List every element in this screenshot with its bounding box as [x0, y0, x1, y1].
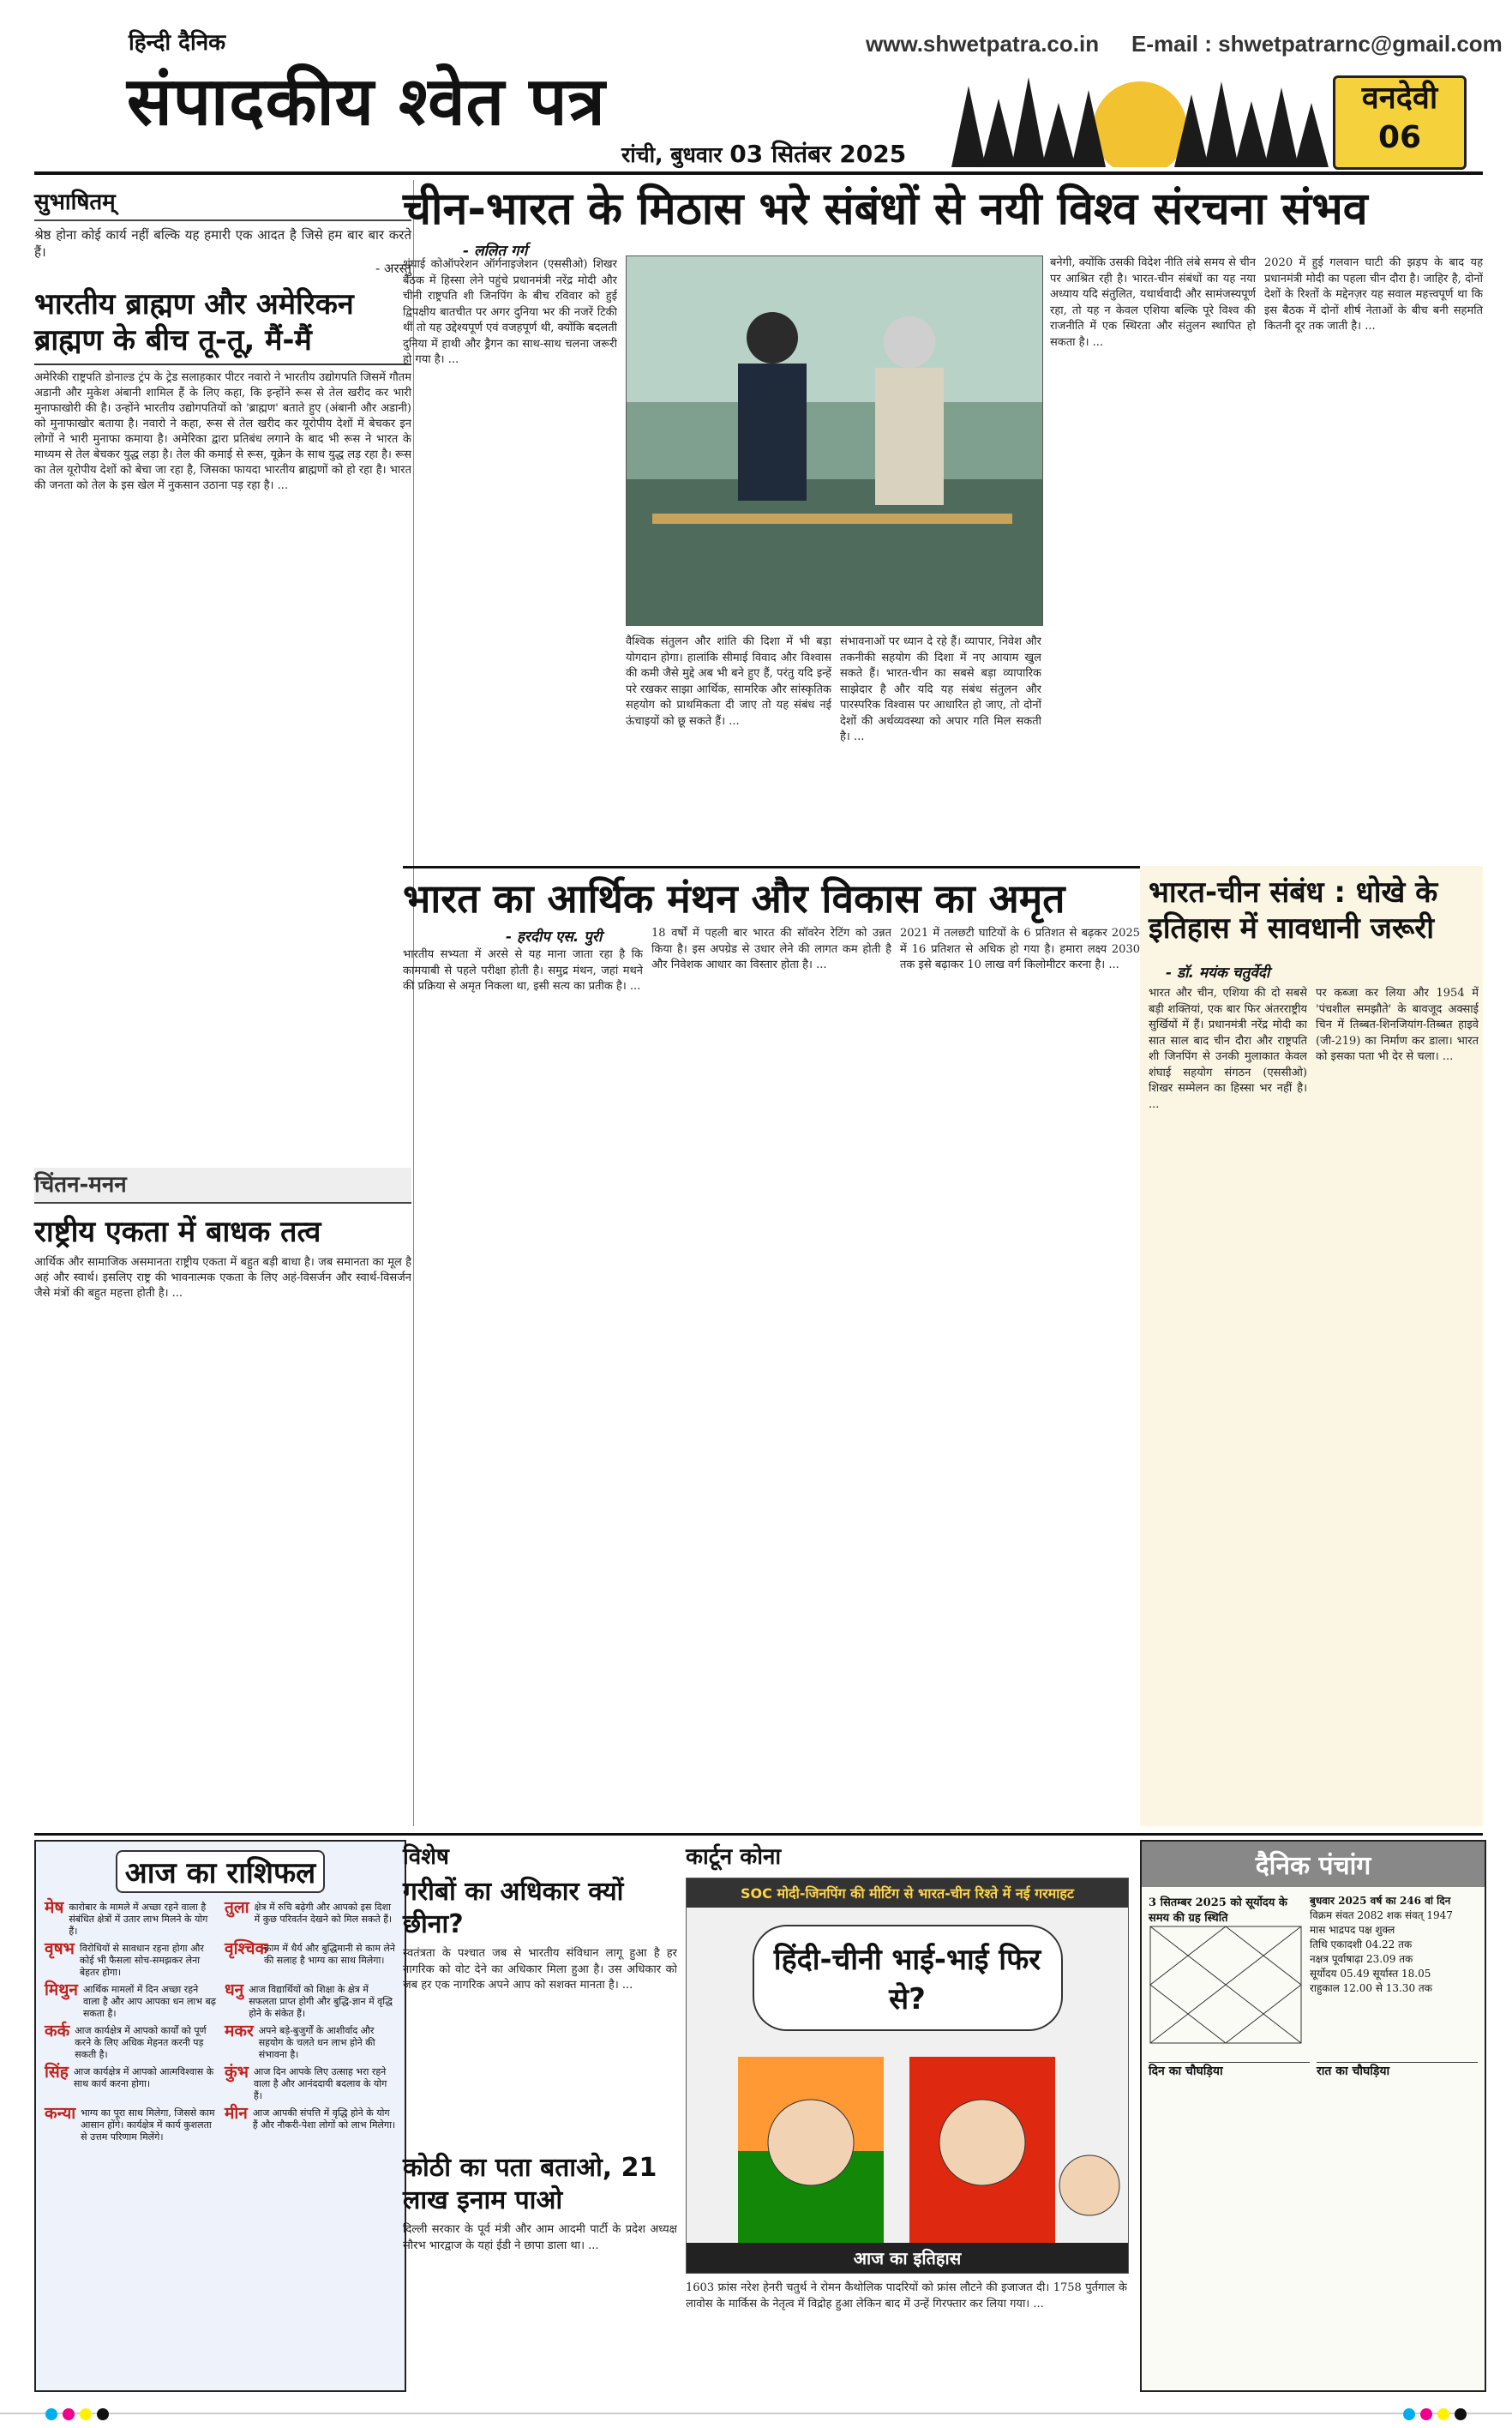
page-badge — [1333, 75, 1467, 170]
vishesh-text2: दिल्ली सरकार के पूर्व मंत्री और आम आदमी पार्टी के प्रदेश अध्यक्ष सौरभ भारद्वाज के यहां ईडी ने छापा डाला था। ... — [403, 2223, 677, 2252]
masthead-divider — [34, 171, 1483, 175]
rashi-item — [225, 1939, 396, 1979]
rashi-item — [225, 2022, 396, 2061]
rashi-item — [45, 1898, 216, 1938]
brand-label: हिन्दी दैनिक — [129, 30, 226, 56]
email-link[interactable]: E-mail : shwetpatrarnc@gmail.com — [1131, 31, 1503, 57]
rashi-name: वृश्चिक — [225, 1939, 268, 1958]
rashi-item — [45, 2104, 216, 2143]
main-text-col1: शंघाई कोऑपरेशन ऑर्गनाइजेशन (एससीओ) शिखर बैठक में हिस्सा लेने पहुंचे प्रधानमंत्री नरेंद्र मोदी और चीनी राष्ट्रपति शी जिनपिंग के बीच रविवार को हुई द्विपक्षीय बातचीत पर अगर दुनिया भर की नजरें टिकी थीं तो यह उद्देश्यपूर्ण एवं वजहपूर्ण थी, क्योंकि बदलती दुनिया में हाथी और ड्रैगन का साथ-साथ चलना जरूरी हो गया है। ... — [403, 258, 617, 366]
main-text-col4: बनेगी, क्योंकि उसकी विदेश नीति लंबे समय से चीन पर आश्रित रही है। भारत-चीन संबंधों का यह नया अध्याय यदि संतुलित, यथार्थवादी और सामंजस्यपूर्ण रहा, तो यह न केवल एशिया बल्कि पूरे विश्व की राजनीति में एक स्थिरता और संतुलन स्थापित हो सकता है। ... — [1050, 256, 1256, 349]
history-title: आज का इतिहास — [687, 2243, 1128, 2273]
dateline-date: 03 सितंबर 2025 — [729, 140, 907, 168]
subhashitam-text: श्रेष्ठ होना कोई कार्य नहीं बल्कि यह हमारी एक आदत है जिसे हम बार बार करते हैं। — [34, 227, 411, 260]
panchang-line: राहुकाल 12.00 से 13.30 तक — [1310, 1982, 1432, 1994]
panchang-lines — [1310, 1908, 1478, 1996]
rashi-name: धनु — [225, 1980, 244, 1999]
side-author: - डॉ. मयंक चतुर्वेदी — [1166, 965, 1270, 982]
panchang-line: तिथि एकादशी 04.22 तक — [1310, 1938, 1413, 1950]
main-text-col2: वैश्विक संतुलन और शांति की दिशा में भी बड़ा योगदान होगा। हालांकि सीमाई विवाद और विश्वास की कमी जैसे मुद्दे अब भी बने हुए हैं, परंतु यदि इन्हें परे रखकर साझा आर्थिक, सामरिक और सांस्कृतिक सहयोग को प्राथमिकता दी जाए तो यह संबंध नई ऊंचाइयों को छू सकते हैं। ... — [626, 635, 831, 728]
rashi-text: आर्थिक मामलों में दिन अच्छा रहने वाला है और आप आपका धन लाभ बढ़ सकता है। — [82, 1984, 216, 2019]
cartoon-speech-bubble: हिंदी-चीनी भाई-भाई फिर से? — [753, 1925, 1063, 2031]
main-text-col5: 2020 में हुई गलवान घाटी की झड़प के बाद यह प्रधानमंत्री मोदी का पहला चीन दौरा है। जाहिर है, दोनों देशों के रिश्तों के मद्देनज़र यह सवाल महत्त्वपूर्ण था कि इस बैठक में दोनों शीर्ष नेताओं के बीच बनी सहमति कितनी दूर तक जाती है। ... — [1264, 256, 1483, 333]
newspaper-title: संपादकीय श्वेत पत्र — [127, 63, 606, 141]
rashi-text: अपने बड़े-बुजुर्गों के आशीर्वाद और सहयोग के चलते धन लाभ होने की संभावना है। — [258, 2025, 375, 2060]
rashi-item — [45, 1939, 216, 1979]
cartoon-banner: SOC मोदी-जिनपिंग की मीटिंग से भारत-चीन रिश्ते में नई गरमाहट — [687, 1878, 1128, 1908]
article1-headline: भारतीय ब्राह्मण और अमेरिकन ब्राह्मण के बीच तू-तू, मैं-मैं — [34, 286, 411, 365]
chintan-title: चिंतन-मनन — [34, 1168, 411, 1204]
cartoon-panel — [686, 1878, 1129, 2274]
rashi-text: भाग्य का पूरा साथ मिलेगा, जिससे काम आसान होंगे। कार्यक्षेत्र में कार्य कुशलता से उत्तम परिणाम मिलेंगे। — [81, 2107, 215, 2143]
vishesh-kicker: विशेष — [403, 1844, 449, 1870]
rashi-text: आज आपकी संपत्ति में वृद्धि होने के योग हैं और नौकरी-पेशा लोगों को लाभ मिलेगा। — [252, 2107, 396, 2131]
article2-body: आर्थिक और सामाजिक असमानता राष्ट्रीय एकता में बहुत बड़ी बाधा है। जब समानता का मूल है अहं और स्वार्थ। इसलिए राष्ट्र की भावनात्मक एकता के लिए अहं-विसर्जन और स्वार्थ-विसर्जन जैसे मंत्रों की बहुत महत्ता होती है। ... — [34, 1256, 411, 1300]
rashi-text: काम में धैर्य और बुद्धिमानी से काम लेने की सलाह है भाग्य का साथ मिलेगा। — [264, 1943, 395, 1966]
rashi-name: कर्क — [45, 2022, 70, 2040]
rashi-name: मकर — [225, 2022, 254, 2040]
panchang-box — [1140, 1840, 1486, 2392]
rashi-text: आज कार्यक्षेत्र में आपको कार्यों को पूर्ण करने के लिए अधिक मेहनत करनी पड़ सकती है। — [75, 2025, 207, 2060]
vishesh-headline2: कोठी का पता बताओ, 21 लाख इनाम पाओ — [403, 2153, 657, 2215]
economy-text-col3: 2021 में तलछटी घाटियों के 6 प्रतिशत से बढ़कर 2025 में 16 प्रतिशत से अधिक हो गया है। हमारा लक्ष्य 2030 तक इसे बढ़ाकर 10 लाख वर्ग किलोमीटर करना है। ... — [900, 927, 1140, 971]
choghadiya-night-title: रात का चौघड़िया — [1317, 2062, 1478, 2079]
website-link[interactable]: www.shwetpatra.co.in — [866, 31, 1100, 57]
panchang-line: नक्षत्र पूर्वाषाढ़ा 23.09 तक — [1310, 1953, 1413, 1965]
leaders-photo — [626, 255, 1043, 626]
kundali-chart — [1149, 1925, 1303, 2045]
forest-illustration — [943, 51, 1337, 167]
economy-text-col2: 18 वर्षों में पहली बार भारत की सॉवरेन रेटिंग को उन्नत किया है। इस अपग्रेड से उधार लेने की लागत कम होती है और निवेशक आधार का विस्तार होता है। ... — [651, 927, 891, 971]
economy-headline: भारत का आर्थिक मंथन और विकास का अमृत — [403, 875, 1065, 922]
main-headline: चीन-भारत के मिठास भरे संबंधों से नयी विश्व संरचना संभव — [403, 183, 1368, 235]
rashi-item — [45, 2022, 216, 2061]
rashi-name: कुंभ — [225, 2063, 249, 2082]
article1-body: अमेरिकी राष्ट्रपति डोनाल्ड ट्रंप के ट्रेड सलाहकार पीटर नवारो ने भारतीय उद्योगपति जिसमें गौतम अडानी और मुकेश अंबानी शामिल हैं के लिए कहा, कि इन्होंने रूस से तेल खरीद कर भारी मुनाफाखोरी की है। उन्होंने भारतीय उद्योगपतियों को 'ब्राह्मण' बताते हुए (अंबानी और अडानी) को मुनाफाखोर बताया है। नवारो ने कहा, रूस से तेल खरीद कर यूरोपीय देशों में बेचकर इन लोगों ने भारी मुनाफा कमाया है। अमेरिका द्वारा प्रतिबंध लगाने के बाद भी रूस ने भारत के माध्यम से तेल बेचकर युद्ध लड़ा है। तेल की कमाई से रूस, यूक्रेन के साथ युद्ध लड़ रहा है। रूस का तेल यूरोपीय देशों को बेचा जा रहा है, जिसका फायदा भारतीय ब्राह्मणों को हो रहा है। भारत की जनता को तेल के इस खेल में नुकसान उठाना पड़ रहा है। ... — [34, 371, 411, 492]
economy-divider — [403, 866, 1149, 868]
side-text-col2: पर कब्जा कर लिया और 1954 में 'पंचशील समझौते' के बावजूद अक्साई चिन में तिब्बत-शिनजियांग-तिब्बत हाइवे (जी-219) का निर्माण कर डाला। भारत को इसका पता भी देर से चला। ... — [1316, 987, 1479, 1063]
rashi-text: विरोधियों से सावधान रहना होगा और कोई भी फैसला सोच-समझकर लेना बेहतर होगा। — [79, 1943, 204, 1978]
rashi-name: सिंह — [45, 2063, 69, 2082]
main-author: - ललित गर्ग — [463, 243, 528, 260]
panchang-date-line: 3 सितम्बर 2025 को सूर्योदय के समय की ग्रह स्थिति — [1149, 1896, 1287, 1925]
panchang-weekday-line: बुधवार 2025 वर्ष का 246 वां दिन — [1310, 1895, 1451, 1907]
economy-text-col1: भारतीय सभ्यता में अरसे से यह माना जाता रहा है कि कामयाबी से पहले परीक्षा होती है। समुद्र मंथन, जहां मथने की प्रक्रिया से अमृत निकला था, इसी सत्य का प्रतीक है। ... — [403, 948, 643, 993]
bottom-divider — [34, 1833, 1483, 1836]
rashi-item — [225, 1980, 396, 2020]
rashi-name: कन्या — [45, 2104, 76, 2123]
rashi-text: कारोबार के मामले में अच्छा रहने वाला है संबंधित क्षेत्रों में उतार लाभ मिलने के योग हैं। — [69, 1902, 208, 1937]
vishesh-text1: स्वतंत्रता के पश्चात जब से भारतीय संविधान लागू हुआ है हर नागरिक को वोट देने का अधिकार मिला हुआ है। उस अधिकार को जब हर एक नागरिक अपने आप को सशक्त मानता है। ... — [403, 1947, 677, 1992]
rashi-item — [225, 1898, 396, 1938]
rashi-name: मिथुन — [45, 1980, 78, 1999]
article2-headline: राष्ट्रीय एकता में बाधक तत्व — [34, 1215, 321, 1249]
page-number: 06 — [1377, 120, 1422, 155]
leaders-photo-illustration — [627, 256, 1042, 625]
rashifal-box — [34, 1840, 406, 2392]
cartoon-kicker: कार्टून कोना — [686, 1844, 782, 1870]
dateline-place: रांची, बुधवार — [621, 142, 723, 167]
panchang-line: सूर्योदय 05.49 सूर्यास्त 18.05 — [1310, 1968, 1431, 1980]
subhashitam-author: - अरस्तु — [375, 261, 411, 276]
rashi-name: तुला — [225, 1898, 249, 1917]
cartoon-section — [686, 1840, 1131, 1871]
panchang-title: दैनिक पंचांग — [1142, 1842, 1485, 1887]
side-text-col1: भारत और चीन, एशिया की दो सबसे बड़ी शक्तियां, एक बार फिर अंतरराष्ट्रीय सुर्खियों में हैं। प्रधानमंत्री नरेंद्र मोदी का सात साल बाद चीन दौरा और राष्ट्रपति शी जिनपिंग से उनकी मुलाकात केवल शंघाई सहयोग संगठन (एससीओ) शिखर सम्मेलन का हिस्सा भर नहीं है। ... — [1149, 987, 1307, 1111]
main-text-col3: संभावनाओं पर ध्यान दे रहे हैं। व्यापार, निवेश और तकनीकी सहयोग की दिशा में नए आयाम खुल सकते हैं। भारत-चीन का सबसे बड़ा व्यापारिक साझेदार है और यदि यह संबंध संतुलन और पारस्परिक विश्वास पर आधारित हो जाए, तो दोनों देशों की अर्थव्यवस्था को अपार गति मिल सकती है। ... — [840, 635, 1041, 743]
masthead — [0, 0, 1512, 180]
vishesh-section — [403, 1840, 677, 2419]
rashi-text: आज कार्यक्षेत्र में आपको आत्मविश्वास के साथ कार्य करना होगा। — [73, 2066, 214, 2089]
rashifal-grid — [36, 1898, 405, 2143]
rashi-item — [225, 2063, 396, 2102]
side-headline: भारत-चीन संबंध : धोखे के इतिहास में सावधानी जरूरी — [1149, 875, 1438, 946]
vishesh-headline1: गरीबों का अधिकार क्यों छीना? — [403, 1877, 624, 1939]
economy-author: - हरदीप एस. पुरी — [506, 929, 603, 946]
rashi-text: आज विद्यार्थियों को शिक्षा के क्षेत्र में सफलता प्राप्त होगी और बुद्धि-ज्ञान में वृद्धि होने के संकेत हैं। — [249, 1984, 393, 2019]
page-section-label: वनदेवी — [1361, 81, 1438, 116]
rashi-item — [225, 2104, 396, 2143]
rashi-name: मीन — [225, 2104, 248, 2123]
rashi-name: मेष — [45, 1898, 64, 1917]
rashi-text: क्षेत्र में रुचि बढ़ेगी और आपको इस दिशा में कुछ परिवर्तन देखने को मिल सकते हैं। — [254, 1902, 393, 1925]
panchang-line: मास भाद्रपद पक्ष शुक्ल — [1310, 1924, 1395, 1936]
footer-color-strip — [0, 2406, 1512, 2423]
rashi-item — [45, 2063, 216, 2102]
rashi-name: वृषभ — [45, 1939, 75, 1958]
left-column — [34, 180, 411, 1787]
choghadiya-day-title: दिन का चौघड़िया — [1149, 2062, 1310, 2079]
dateline — [621, 137, 906, 170]
cartoon-illustration — [687, 2048, 1128, 2271]
rashi-item — [45, 1980, 216, 2020]
rashifal-title: आज का राशिफल — [116, 1850, 325, 1893]
panchang-line: विक्रम संवत 2082 शक संवत् 1947 — [1310, 1909, 1453, 1921]
history-text: 1603 फ्रांस नरेश हेनरी चतुर्थ ने रोमन कैथोलिक पादरियों को फ्रांस लौटने की इजाजत दी। 1758 पुर्तगाल के लावोस के मार्किस के नेतृत्व में विद्रोह हुआ लेकिन बाद में उन्हें गिरफ्तार कर लिया गया। ... — [686, 2281, 1127, 2311]
subhashitam-title: सुभाषितम् — [34, 185, 411, 221]
rashi-text: आज दिन आपके लिए उत्साह भरा रहने वाला है और आनंददायी बदलाव के योग हैं। — [253, 2066, 387, 2101]
